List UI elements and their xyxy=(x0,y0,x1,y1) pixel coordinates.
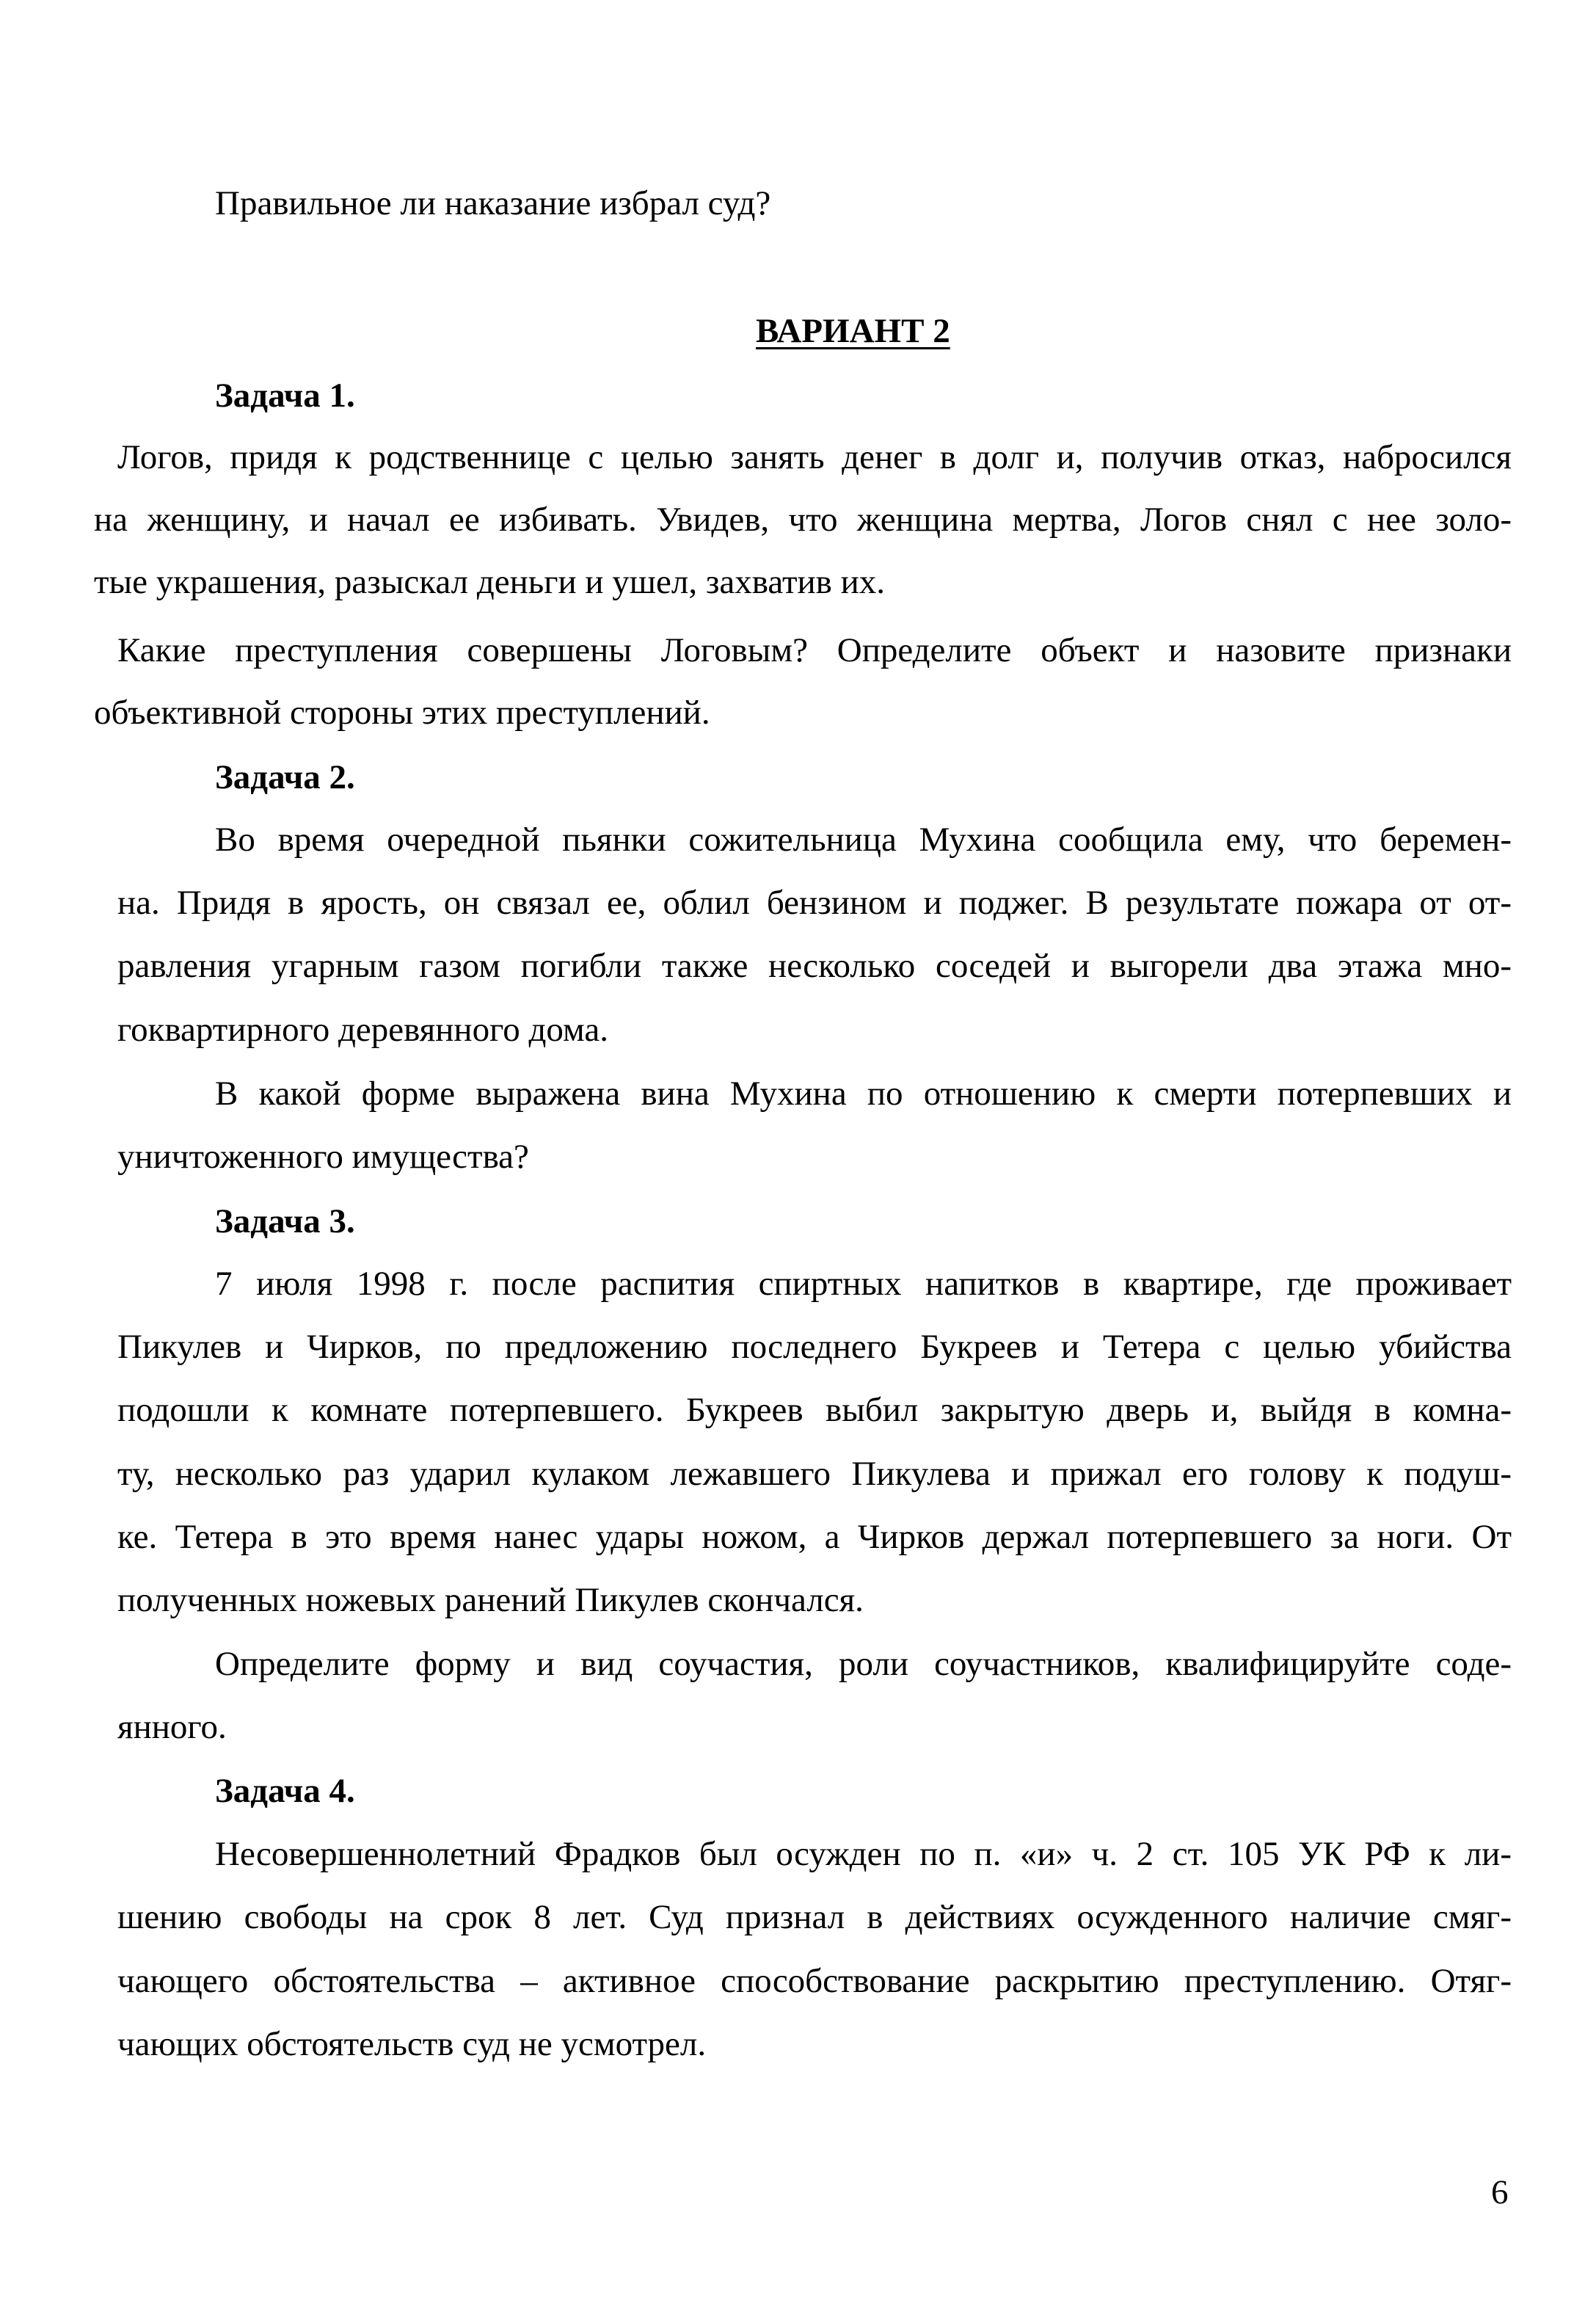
variant-title: ВАРИАНТ 2 xyxy=(756,312,950,350)
task-1-line: на женщину, и начал ее избивать. Увидев, что женщина мертва, Логов снял с нее золо- xyxy=(94,501,1512,539)
page-number: 6 xyxy=(1491,2173,1509,2211)
task-1-line: тые украшения, разыскал деньги и ушел, захватив их. xyxy=(94,563,885,601)
task-1-line: Какие преступления совершены Логовым? Определите объект и назовите признаки xyxy=(117,631,1512,669)
task-4-line: шению свободы на срок 8 лет. Суд признал в действиях осужденного наличие смяг- xyxy=(117,1898,1512,1936)
task-1-heading: Задача 1. xyxy=(215,377,355,415)
intro-question: Правильное ли наказание избрал суд? xyxy=(215,184,771,222)
task-3-line: Определите форму и вид соучастия, роли соучастников, квалифицируйте соде- xyxy=(215,1645,1512,1683)
task-3-line: ту, несколько раз ударил кулаком лежавшего Пикулева и прижал его голову к подуш- xyxy=(117,1455,1512,1493)
task-3-line: подошли к комнате потерпевшего. Букреев выбил закрытую дверь и, выйдя в комна- xyxy=(117,1391,1512,1429)
task-2-line: равления угарным газом погибли также несколько соседей и выгорели два этажа мно- xyxy=(117,947,1512,985)
task-4-line: Несовершеннолетний Фрадков был осужден по п. «и» ч. 2 ст. 105 УК РФ к ли- xyxy=(215,1835,1512,1873)
task-3-line: янного. xyxy=(117,1708,227,1746)
task-2-line: Во время очередной пьянки сожительница Мухина сообщила ему, что беремен- xyxy=(215,821,1512,859)
task-4-heading: Задача 4. xyxy=(215,1772,355,1810)
task-1-line: объективной стороны этих преступлений. xyxy=(94,694,710,732)
task-3-line: 7 июля 1998 г. после распития спиртных напитков в квартире, где проживает xyxy=(215,1265,1512,1303)
task-3-heading: Задача 3. xyxy=(215,1202,355,1240)
task-2-line: В какой форме выражена вина Мухина по отношению к смерти потерпевших и xyxy=(215,1075,1512,1113)
task-3-line: Пикулев и Чирков, по предложению последнего Букреев и Тетера с целью убийства xyxy=(117,1328,1512,1366)
task-2-line: гоквартирного деревянного дома. xyxy=(117,1011,608,1049)
task-1-line: Логов, придя к родственнице с целью занять денег в долг и, получив отказ, набросился xyxy=(117,438,1512,476)
task-4-line: чающих обстоятельств суд не усмотрел. xyxy=(117,2025,707,2063)
task-3-line: ке. Тетера в это время нанес удары ножом, а Чирков держал потерпевшего за ноги. От xyxy=(117,1518,1512,1556)
task-3-line: полученных ножевых ранений Пикулев скончался. xyxy=(117,1581,864,1619)
task-2-line: на. Придя в ярость, он связал ее, облил бензином и поджег. В результате пожара от от- xyxy=(117,884,1512,922)
task-4-line: чающего обстоятельства – активное способствование раскрытию преступлению. Отяг- xyxy=(117,1962,1512,2000)
task-2-line: уничтоженного имущества? xyxy=(117,1138,529,1176)
task-2-heading: Задача 2. xyxy=(215,758,355,796)
